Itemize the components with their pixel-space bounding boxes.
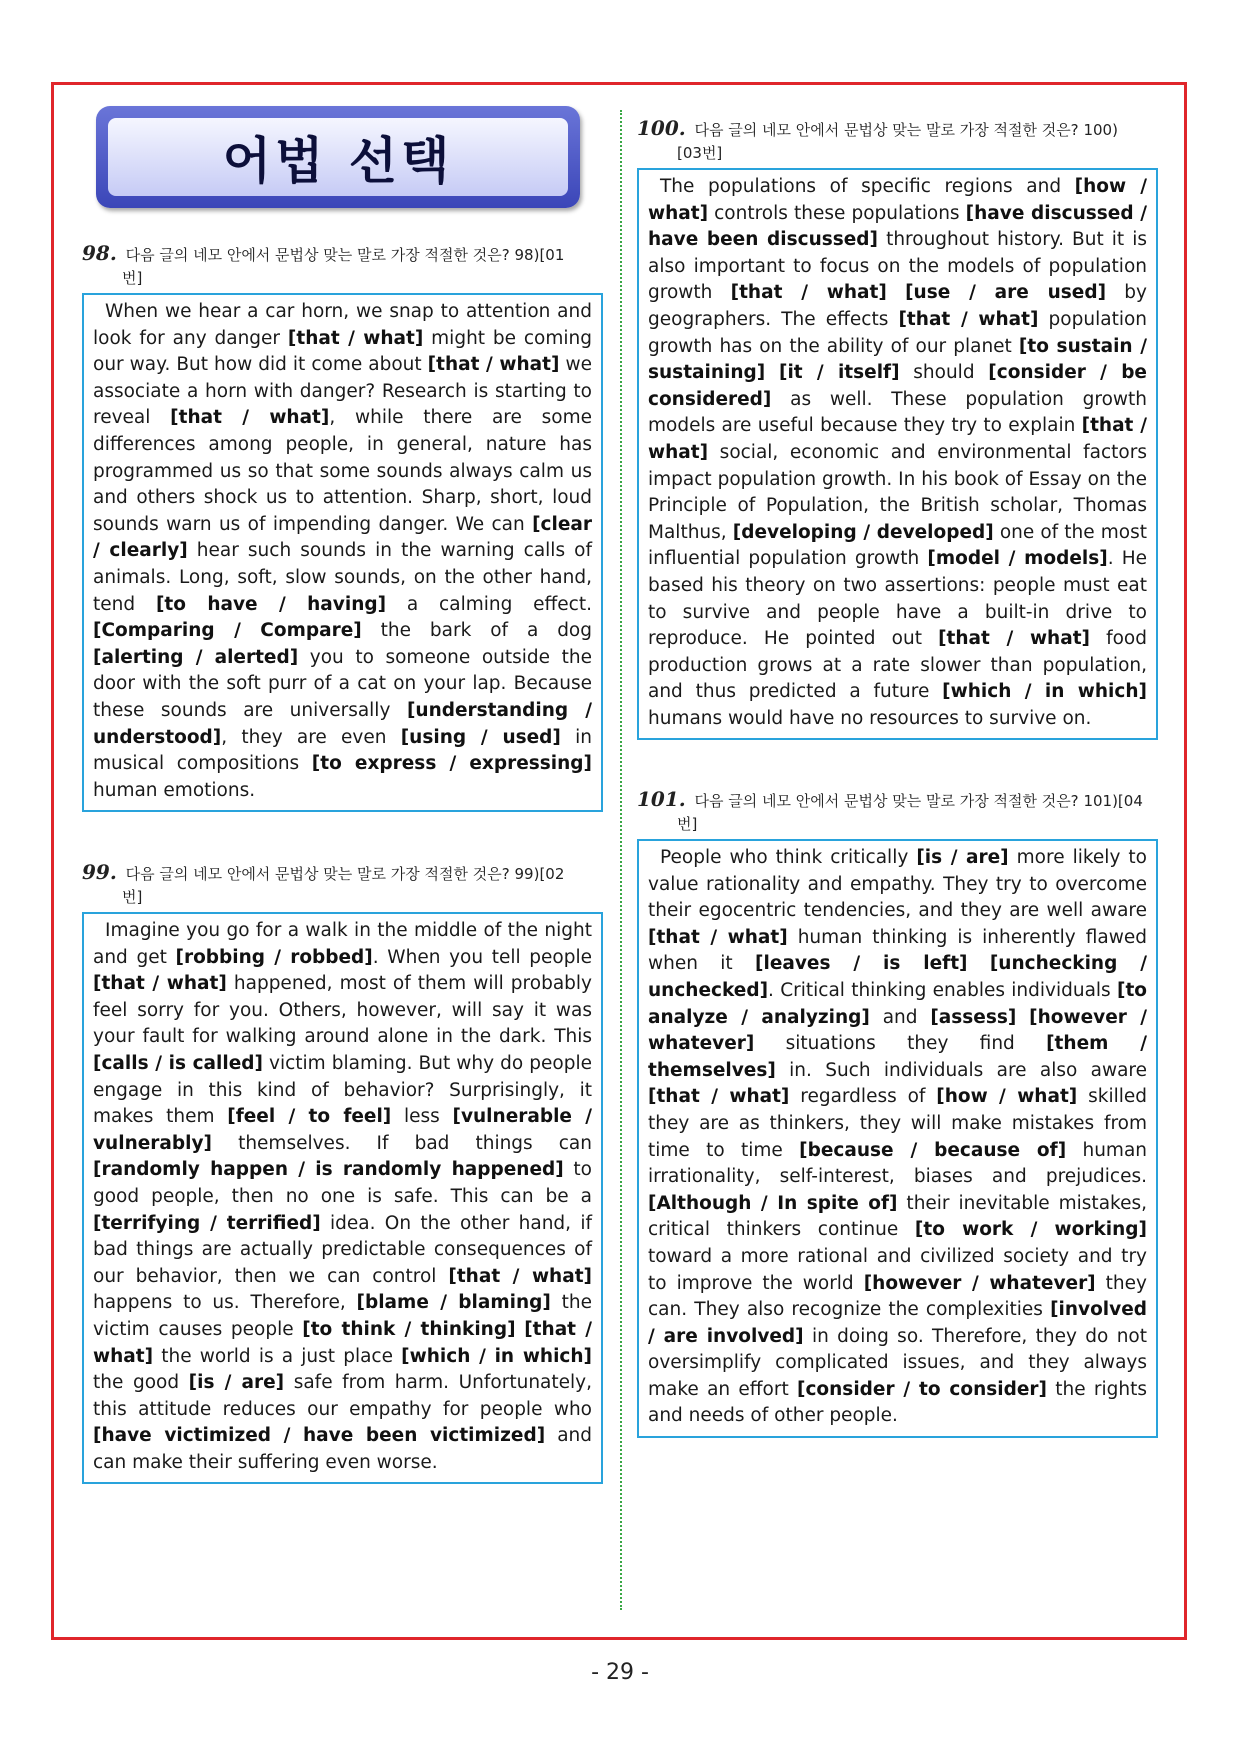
question-header — [637, 788, 1158, 836]
question-ref-cont: 번] — [122, 269, 143, 287]
answer-choice: [vulnerable / vulnerably] — [93, 1106, 593, 1154]
question-number: 100. — [637, 116, 686, 140]
question-header — [82, 861, 603, 909]
section-banner — [96, 106, 580, 208]
question-prompt: 다음 글의 네모 안에서 문법상 맞는 말로 가장 적절한 것은? — [694, 121, 1079, 139]
answer-choice: [leaves / is left] — [755, 953, 968, 975]
passage-box — [82, 912, 603, 1484]
answer-choice: [however / whatever] — [863, 1272, 1096, 1294]
question-ref-cont: [03번] — [677, 144, 723, 162]
page-number: - 29 - — [591, 1660, 649, 1685]
passage-text: Imagine you go for a walk in the middle of the night and get [robbing / robbed]. When you tell people [that / what] happened, most of them will probably feel sorry for you. Others, however, will say it was your fault for walking around alone in the dark. This [calls / is called] victim blaming. But why do people engage in this kind of behavior? Surprisingly, it makes them [feel / to feel] less [vulnerable / vulnerably] themselves. If bad things can [randomly happen / is randomly happened] to good people, then no one is safe. This can be a [terrifying / terrified] idea. On the other hand, if bad things are actually predictable consequences of our behavior, then we can control [that / what] happens to us. Therefore, [blame / blaming] the victim causes people [to think / thinking] [that / what] the world is a just place [which / in which] the good [is / are] safe from harm. Unfortunately, this attitude reduces our empathy for people who [have victimized / have been victimized] and can make their suffering even worse. — [93, 920, 593, 1473]
answer-choice: [to think / thinking] — [302, 1318, 516, 1340]
passage-text: The populations of specific regions and [how / what] controls these populations [have discussed / have been discussed] throughout history. But it is also important to focus on the models of population growth [that / what] [use / are used] by geographers. The effects [that / what] population growth has on the ability of our planet [to sustain / sustaining] [it / itself] should [consider / be considered] as well. These population growth models are useful because they try to explain [that / what] social, economic and environmental factors impact population growth. In his book of Essay on the Principle of Population, the British scholar, Thomas Malthus, [developing / developed] one of the most influential population growth [model / models]. He based his theory on two assertions: people must eat to survive and people have a built-in drive to reproduce. He pointed out [that / what] food production grows at a rate slower than population, and thus predicted a future [which / in which] humans would have no resources to survive on. — [648, 176, 1148, 729]
answer-choice: [calls / is called] — [93, 1052, 263, 1074]
answer-choice: [Comparing / Compare] — [93, 620, 362, 642]
answer-choice: [that / what] — [448, 1265, 592, 1287]
answer-choice: [to have / having] — [155, 593, 387, 615]
answer-choice: [them / themselves] — [648, 1033, 1147, 1081]
answer-choice: [however / whatever] — [648, 1006, 1147, 1055]
question-ref-cont: 번] — [122, 888, 143, 906]
answer-choice: [that / what] — [730, 282, 887, 304]
question-prompt: 다음 글의 네모 안에서 문법상 맞는 말로 가장 적절한 것은? — [125, 246, 510, 264]
answer-choice: [that / what] — [898, 308, 1039, 330]
question-ref: 100) — [1083, 121, 1118, 139]
passage-box — [637, 168, 1158, 740]
question-prompt: 다음 글의 네모 안에서 문법상 맞는 말로 가장 적절한 것은? — [694, 792, 1079, 810]
answer-choice: [that / what] — [648, 415, 1147, 463]
answer-choice: [blame / blaming] — [356, 1292, 551, 1314]
answer-choice: [have victimized / have been victimized] — [93, 1425, 546, 1447]
question-prompt: 다음 글의 네모 안에서 문법상 맞는 말로 가장 적절한 것은? — [125, 865, 510, 883]
answer-choice: [how / what] — [936, 1086, 1078, 1108]
answer-choice: [terrifying / terrified] — [93, 1212, 321, 1234]
question-ref-cont: 번] — [677, 815, 698, 833]
answer-choice: [that / what] — [93, 973, 227, 995]
answer-choice: [developing / developed] — [732, 521, 994, 543]
question-100 — [637, 117, 1158, 740]
answer-choice: [consider / to consider] — [797, 1378, 1047, 1400]
question-number: 98. — [82, 241, 117, 265]
answer-choice: [alerting / alerted] — [93, 646, 299, 668]
question-header — [82, 242, 603, 290]
answer-choice: [that / what] — [648, 1086, 790, 1108]
answer-choice: [to express / expressing] — [311, 753, 592, 775]
question-99 — [82, 861, 603, 1484]
answer-choice: [randomly happen / is randomly happened] — [93, 1159, 564, 1181]
passage-text: When we hear a car horn, we snap to attention and look for any danger [that / what] might be coming our way. But how did it come about [that / what] we associate a horn with danger? Research is starting to reveal [that / what], while there are some differences among people, in general, nature has programmed us so that some sounds always calm us and others shock us to attention. Sharp, short, loud sounds warn us of impending danger. We can [clear / clearly] hear such sounds in the warning calls of animals. Long, soft, slow sounds, on the other hand, tend [to have / having] a calming effect. [Comparing / Compare] the bark of a dog [alerting / alerted] you to someone outside the door with the soft purr of a cat on your lap. Because these sounds are universally [understanding / understood], they are even [using / used] in musical compositions [to express / expressing] human emotions. — [93, 301, 592, 801]
answer-choice: [using / used] — [400, 726, 561, 748]
passage-text: People who think critically [is / are] more likely to value rationality and empathy. They try to overcome their egocentric tendencies, and they are well aware [that / what] human thinking is inherently flawed when it [leaves / is left] [unchecking / unchecked]. Critical thinking enables individuals [to analyze / analyzing] and [assess] [however / whatever] situations they find [them / themselves] in. Such individuals are also aware [that / what] regardless of [how / what] skilled they are as thinkers, they will make mistakes from time to time [because / because of] human irrationality, self-interest, biases and prejudices. [Although / In spite of] their inevitable mistakes, critical thinkers continue [to work / working] toward a more rational and civilized society and try to improve the world [however / whatever] they can. They also recognize the complexities [involved / are involved] in doing so. Therefore, they do not oversimplify complicated issues, and they always make an effort [consider / to consider] the rights and needs of other people. — [648, 847, 1148, 1427]
question-98 — [82, 242, 603, 812]
answer-choice: [is / are] — [188, 1372, 285, 1394]
question-number: 101. — [637, 787, 686, 811]
answer-choice: [how / what] — [648, 176, 1147, 224]
answer-choice: [Although / In spite of] — [648, 1192, 898, 1214]
answer-choice: [is / are] — [916, 847, 1009, 868]
answer-choice: [it / itself] — [778, 362, 900, 384]
answer-choice: [which / in which] — [401, 1345, 593, 1367]
question-ref: 99)[02 — [514, 865, 565, 883]
section-title: 어법 선택 — [222, 132, 454, 190]
column-divider — [620, 110, 622, 1610]
question-ref: 98)[01 — [514, 246, 565, 264]
answer-choice: [that / what] — [287, 327, 424, 349]
answer-choice: [to work / working] — [914, 1219, 1147, 1241]
answer-choice: [consider / be considered] — [648, 362, 1147, 410]
section-banner-inner — [108, 118, 568, 196]
answer-choice: [clear / clearly] — [93, 513, 592, 562]
answer-choice: [which / in which] — [942, 681, 1147, 703]
answer-choice: [that / what] — [938, 628, 1090, 650]
question-number: 99. — [82, 860, 117, 884]
passage-box — [637, 839, 1158, 1438]
answer-choice: [robbing / robbed] — [175, 946, 373, 968]
answer-choice: [that / what] — [427, 354, 560, 376]
question-header — [637, 117, 1158, 165]
answer-choice: [use / are used] — [905, 282, 1107, 304]
question-ref: 101)[04 — [1083, 792, 1143, 810]
passage-box — [82, 293, 603, 812]
answer-choice: [that / what] — [93, 1318, 592, 1367]
answer-choice: [because / because of] — [799, 1139, 1067, 1161]
answer-choice: [to sustain / sustaining] — [648, 335, 1147, 384]
answer-choice: [that / what] — [648, 926, 788, 948]
answer-choice: [that / what] — [170, 407, 330, 429]
answer-choice: [feel / to feel] — [227, 1106, 392, 1128]
answer-choice: [assess] — [930, 1006, 1017, 1028]
answer-choice: [model / models] — [927, 548, 1108, 570]
answer-choice: [have discussed / have been discussed] — [648, 202, 1147, 251]
answer-choice: [involved / are involved] — [648, 1299, 1147, 1347]
answer-choice: [understanding / understood] — [93, 699, 592, 748]
answer-choice: [to analyze / analyzing] — [648, 979, 1147, 1028]
answer-choice: [unchecking / unchecked] — [648, 953, 1147, 1001]
question-101 — [637, 788, 1158, 1438]
